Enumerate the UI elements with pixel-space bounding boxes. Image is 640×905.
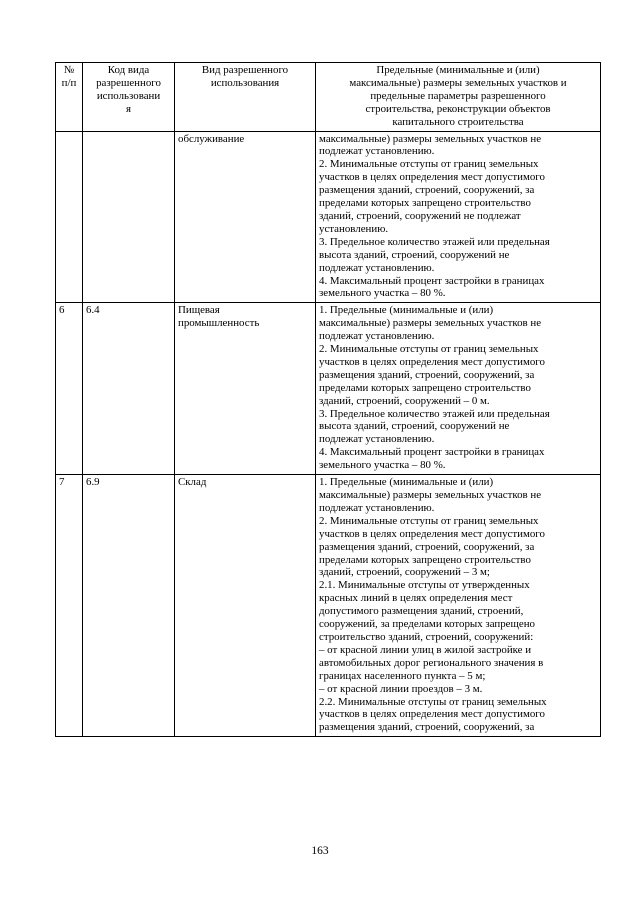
table-row [56, 303, 601, 475]
row-parameters-line: размещения зданий, строений, сооружений, за [319, 721, 535, 734]
row-parameters-line: высота зданий, строений, сооружений не [319, 248, 510, 261]
row-code [83, 131, 175, 303]
row-parameters-line: размещения зданий, строений, сооружений, за [319, 368, 535, 381]
table-row [56, 475, 601, 737]
header-parameters: Предельные (минимальные и (или) максимальные) размеры земельных участков и предельные параметры разрешенного строительства, реконструкции объектов капитального строительства [316, 63, 601, 132]
row-parameters-line: 2. Минимальные отступы от границ земельных [319, 514, 539, 527]
row-code: 6.4 [83, 303, 175, 475]
row-parameters-line: размещения зданий, строений, сооружений, за [319, 540, 535, 553]
row-parameters-line: подлежат установлению. [319, 501, 435, 514]
row-parameters-line: пределами которых запрещено строительство [319, 553, 531, 566]
row-parameters-line: установлению. [319, 222, 389, 235]
row-use-type [175, 131, 316, 303]
table-row [56, 131, 601, 303]
row-use-type-line: обслуживание [178, 132, 245, 145]
row-parameters-line: размещения зданий, строений, сооружений, за [319, 184, 535, 197]
row-parameters-line: максимальные) размеры земельных участков не [319, 317, 542, 330]
header-number: № п/п [56, 63, 83, 132]
row-parameters-line: сооружений, за пределами которых запрещено [319, 618, 536, 631]
row-parameters-line: подлежат установлению. [319, 433, 435, 446]
row-parameters-line: подлежат установлению. [319, 145, 435, 158]
row-parameters-line: участков в целях определения мест допустимого [319, 355, 545, 368]
row-parameters-line: 2. Минимальные отступы от границ земельных [319, 158, 539, 171]
table-header-row [56, 63, 601, 132]
row-number: 6 [56, 303, 83, 475]
row-parameters [316, 131, 601, 303]
row-parameters-line: 2. Минимальные отступы от границ земельных [319, 343, 539, 356]
row-parameters-line: земельного участка – 80 %. [319, 287, 446, 300]
row-number [56, 131, 83, 303]
row-parameters-line: – от красной линии улиц в жилой застройке и [319, 643, 532, 656]
row-parameters-line: 3. Предельное количество этажей или предельная [319, 407, 550, 420]
row-parameters-line: высота зданий, строений, сооружений не [319, 420, 510, 433]
row-code: 6.9 [83, 475, 175, 737]
row-number: 7 [56, 475, 83, 737]
row-parameters-line: 2.1. Минимальные отступы от утвержденных [319, 579, 530, 592]
row-use-type-line: промышленность [178, 317, 260, 330]
row-parameters [316, 475, 601, 737]
row-parameters-line: пределами которых запрещено строительство [319, 381, 531, 394]
row-use-type [175, 475, 316, 737]
row-use-type [175, 303, 316, 475]
row-parameters-line: 1. Предельные (минимальные и (или) [319, 304, 494, 317]
row-parameters-line: участков в целях определения мест допустимого [319, 708, 545, 721]
row-parameters-line: участков в целях определения мест допустимого [319, 527, 545, 540]
row-parameters-line: допустимого размещения зданий, строений, [319, 605, 524, 618]
row-parameters-line: 1. Предельные (минимальные и (или) [319, 476, 494, 489]
row-parameters-line: пределами которых запрещено строительство [319, 197, 531, 210]
row-parameters-line: красных линий в целях определения мест [319, 592, 513, 605]
row-parameters-line: – от красной линии проездов – 3 м. [319, 682, 483, 695]
row-parameters-line: границах населенного пункта – 5 м; [319, 669, 486, 682]
row-parameters [316, 303, 601, 475]
row-parameters-line: земельного участка – 80 %. [319, 459, 446, 472]
row-parameters-line: участков в целях определения мест допустимого [319, 171, 545, 184]
row-use-type-line: Склад [178, 476, 207, 489]
header-code: Код вида разрешенного использовани я [83, 63, 175, 132]
row-parameters-line: 4. Максимальный процент застройки в границах [319, 446, 545, 459]
row-parameters-line: автомобильных дорог регионального значения в [319, 656, 544, 669]
row-parameters-line: максимальные) размеры земельных участков не [319, 489, 542, 501]
row-parameters-line: зданий, строений, сооружений – 0 м. [319, 394, 490, 407]
row-parameters-line: 3. Предельное количество этажей или предельная [319, 235, 550, 248]
land-use-table [55, 62, 601, 737]
row-parameters-line: подлежат установлению. [319, 261, 435, 274]
row-parameters-line: строительство зданий, строений, сооружений: [319, 630, 534, 643]
row-parameters-line: зданий, строений, сооружений – 3 м; [319, 566, 490, 579]
row-use-type-line: Пищевая [178, 304, 220, 317]
page-number: 163 [311, 845, 329, 857]
header-use-type: Вид разрешенного использования [175, 63, 316, 132]
row-parameters-line: 4. Максимальный процент застройки в границах [319, 274, 545, 287]
row-parameters-line: зданий, строений, сооружений не подлежат [319, 209, 521, 222]
row-parameters-line: 2.2. Минимальные отступы от границ земельных [319, 695, 547, 708]
table-body [56, 131, 601, 737]
row-parameters-line: подлежат установлению. [319, 330, 435, 343]
row-parameters-line: максимальные) размеры земельных участков не [319, 132, 542, 145]
